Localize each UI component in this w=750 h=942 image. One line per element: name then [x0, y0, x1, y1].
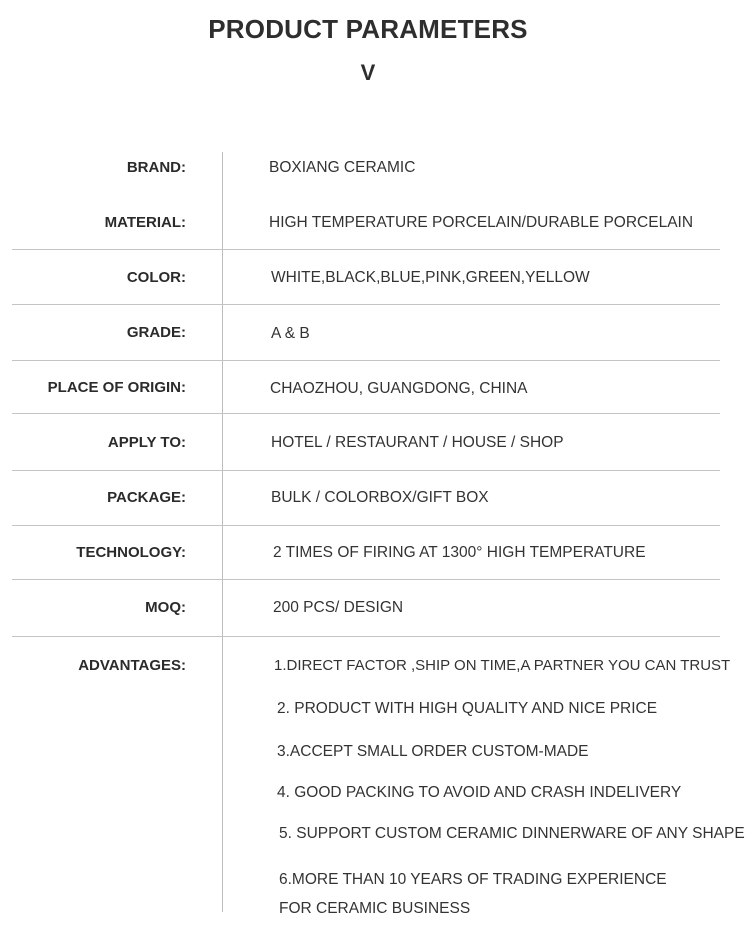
- row-divider: [12, 470, 720, 471]
- param-value-origin: CHAOZHOU, GUANGDONG, CHINA: [270, 380, 528, 397]
- param-label-package: PACKAGE:: [107, 489, 186, 506]
- param-label-moq: MOQ:: [145, 599, 186, 616]
- param-label-origin: PLACE OF ORIGIN:: [47, 379, 186, 396]
- param-value-package: BULK / COLORBOX/GIFT BOX: [271, 489, 489, 506]
- row-divider: [12, 413, 720, 414]
- param-value-grade: A & B: [271, 325, 310, 342]
- advantage-item: 5. SUPPORT CUSTOM CERAMIC DINNERWARE OF ANY SHAPE: [279, 825, 745, 842]
- page-title: PRODUCT PARAMETERS: [208, 14, 528, 44]
- row-divider: [12, 360, 720, 361]
- row-divider: [12, 249, 720, 250]
- advantage-item: 3.ACCEPT SMALL ORDER CUSTOM-MADE: [277, 743, 589, 760]
- param-label-grade: GRADE:: [126, 324, 186, 341]
- param-value-color: WHITE,BLACK,BLUE,PINK,GREEN,YELLOW: [271, 269, 590, 286]
- param-label-color: COLOR:: [126, 269, 186, 286]
- param-value-moq: 200 PCS/ DESIGN: [273, 599, 404, 616]
- row-divider: [12, 579, 720, 580]
- param-value-apply-to: HOTEL / RESTAURANT / HOUSE / SHOP: [271, 434, 564, 451]
- advantages-label: ADVANTAGES:: [78, 657, 186, 674]
- row-divider: [12, 304, 720, 305]
- row-divider: [12, 636, 720, 637]
- param-label-apply-to: APPLY TO:: [107, 434, 186, 451]
- column-divider: [222, 152, 223, 912]
- advantage-item: 6.MORE THAN 10 YEARS OF TRADING EXPERIENCE: [279, 871, 667, 888]
- param-value-material: HIGH TEMPERATURE PORCELAIN/DURABLE PORCELAIN: [269, 214, 694, 231]
- param-value-brand: BOXIANG CERAMIC: [269, 159, 416, 176]
- row-divider: [12, 525, 720, 526]
- param-label-technology: TECHNOLOGY:: [76, 544, 186, 561]
- advantage-item: 4. GOOD PACKING TO AVOID AND CRASH INDELIVERY: [277, 784, 682, 801]
- param-label-brand: BRAND:: [126, 159, 186, 176]
- advantage-item: 2. PRODUCT WITH HIGH QUALITY AND NICE PRICE: [277, 700, 658, 717]
- param-value-technology: 2 TIMES OF FIRING AT 1300° HIGH TEMPERATURE: [273, 544, 646, 561]
- param-label-material: MATERIAL:: [104, 214, 186, 231]
- advantage-item: 1.DIRECT FACTOR ,SHIP ON TIME,A PARTNER YOU CAN TRUST: [274, 657, 731, 674]
- advantage-item: FOR CERAMIC BUSINESS: [279, 900, 471, 917]
- chevron-down-icon: V: [360, 60, 376, 85]
